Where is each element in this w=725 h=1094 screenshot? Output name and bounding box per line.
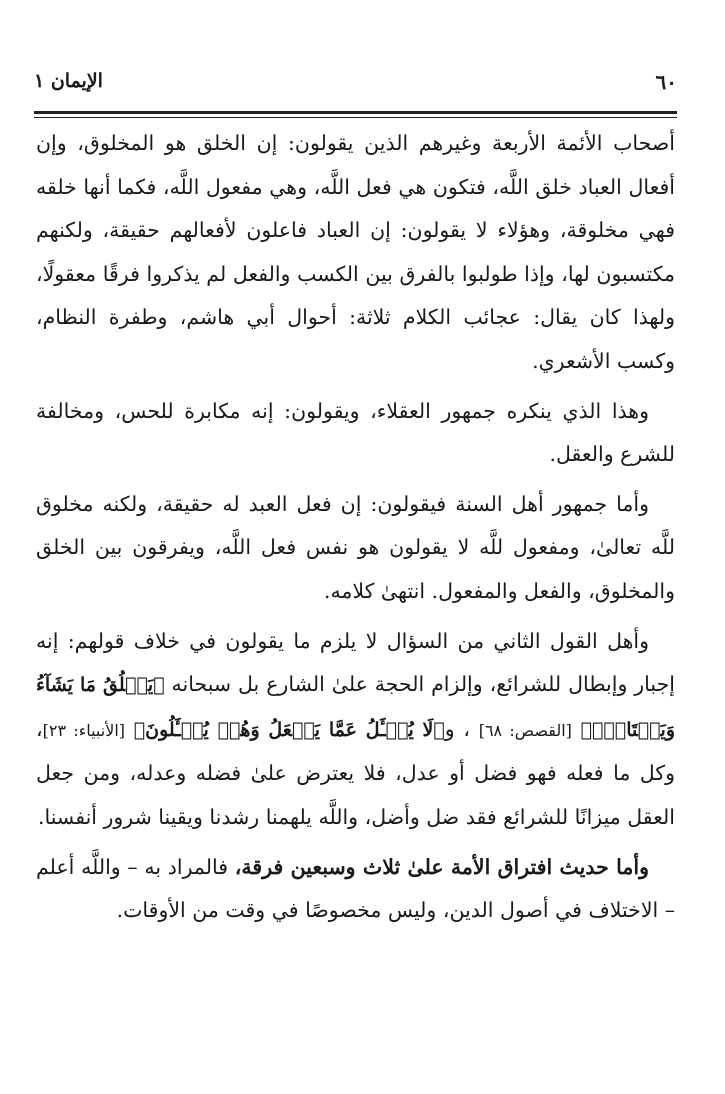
page-header	[34, 68, 677, 108]
header-rule-thin	[34, 117, 677, 118]
verse-reference-2: [الأنبياء: ٢٣]	[42, 720, 126, 740]
running-title: الإيمان ١	[34, 70, 103, 92]
header-rule-thick	[34, 111, 677, 114]
paragraph-3	[36, 483, 675, 614]
paragraph-4	[36, 620, 675, 840]
paragraph-4-text-middle: ، و	[444, 716, 479, 741]
paragraph-2	[36, 390, 675, 477]
paragraph-1	[36, 122, 675, 384]
paragraph-4-text-after: ، وكل ما فعله فهو فضل أو عدل، فلا يعترض علىٰ فضله وعدله، ومن جعل العقل ميزانًا للشرائع فقد ضل وأضل، واللَّه يلهمنا رشدنا ويقينا شرور أنفسنا.	[36, 716, 675, 829]
quran-verse-2: ﴿لَا يُسۡـَٔلُ عَمَّا يَفۡعَلُ وَهُمۡ يُسۡـَٔلُونَ﴾	[133, 718, 445, 741]
hadith-heading: وأما حديث افتراق الأمة علىٰ ثلاث وسبعين فرقة،	[234, 854, 649, 879]
body-text	[36, 122, 675, 939]
paragraph-3-text: وأما جمهور أهل السنة فيقولون: إن فعل العبد له حقيقة، ولكنه مخلوق للَّه تعالىٰ، ومفعول للَّه لا يقولون هو نفس فعل اللَّه، ويفرقون بين الخلق والمخلوق، والفعل والمفعول. انتهىٰ كلامه.	[36, 491, 675, 603]
paragraph-2-text: وهذا الذي ينكره جمهور العقلاء، ويقولون: إنه مكابرة للحس، ومخالفة للشرع والعقل.	[36, 398, 675, 467]
paragraph-5-text: فالمراد به – واللَّه أعلم – الاختلاف في أصول الدين، وليس مخصوصًا في وقت من الأوقات.	[36, 854, 675, 923]
verse-reference-1: [القصص: ٦٨]	[478, 720, 572, 740]
page-number: ٦٠	[655, 70, 677, 94]
paragraph-4-text-before: وأهل القول الثاني من السؤال لا يلزم ما يقولون في خلاف قولهم: إنه إجبار وإبطال للشرائع، وإلزام الحجة علىٰ الشارع بل سبحانه	[36, 628, 675, 697]
quran-verse-1: ﴿يَخۡلُقُ مَا يَشَآءُ وَيَخۡتَارُۗ﴾	[36, 674, 675, 741]
paragraph-5	[36, 846, 675, 933]
paragraph-1-text: أصحاب الأئمة الأربعة وغيرهم الذين يقولون: إن الخلق هو المخلوق، وإن أفعال العباد خلق اللَّه، فتكون هي فعل اللَّه، وهي مفعول اللَّه، فكما أنها خلقه فهي مخلوقة، وهؤلاء لا يقولون: إن العباد فاعلون لأفعالهم حقيقة، ولكنهم مكتسبون لها، وإذا طولبوا بالفرق بين الكسب والفعل لم يذكروا فرقًا معقولًا، ولهذا كان يقال: عجائب الكلام ثلاثة: أحوال أبي هاشم، وطفرة النظام، وكسب الأشعري.	[36, 131, 675, 373]
